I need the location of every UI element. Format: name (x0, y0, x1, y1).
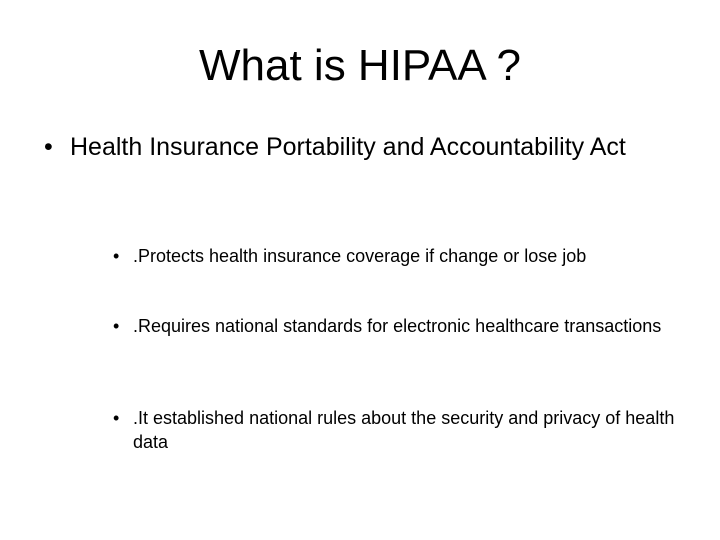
bullet-marker: • (113, 246, 120, 266)
slide-title: What is HIPAA ? (199, 41, 521, 90)
bullet-marker: • (113, 316, 120, 336)
bullet-marker: • (44, 133, 53, 161)
sub-bullet (113, 406, 693, 454)
sub-bullet-text: .Requires national standards for electronic healthcare transactions (133, 316, 662, 336)
sub-bullet-text: .It established national rules about the security and privacy of health data (133, 408, 675, 452)
main-bullet (44, 132, 664, 162)
main-bullet-text: Health Insurance Portability and Accountability Act (70, 133, 626, 161)
sub-bullet (113, 244, 693, 268)
sub-bullet-text: .Protects health insurance coverage if change or lose job (133, 246, 587, 266)
bullet-marker: • (113, 408, 120, 428)
sub-bullet (113, 314, 693, 338)
